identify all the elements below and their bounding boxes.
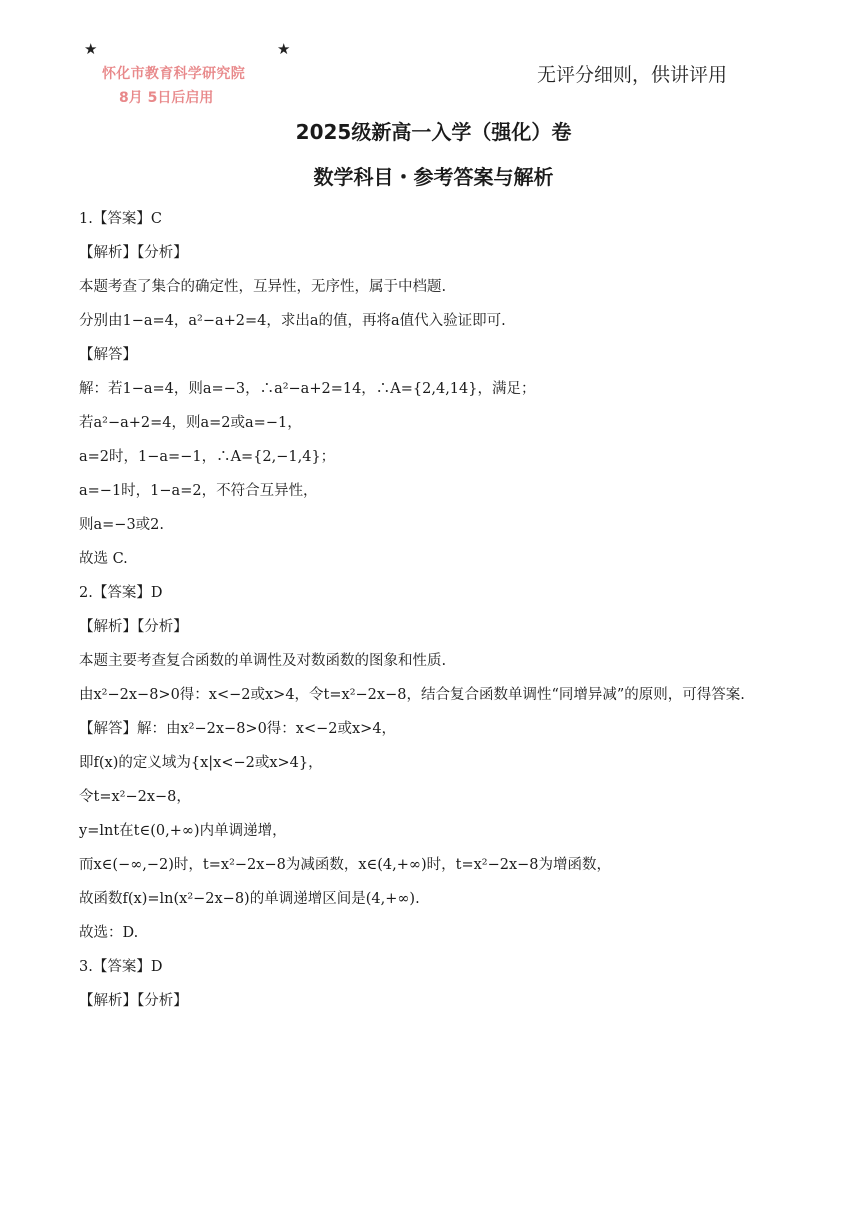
page-subtitle: 数学科目・参考答案与解析 [313,165,554,189]
text-line: 本题考查了集合的确定性，互异性，无序性，属于中档题. [79,279,447,295]
text-line: 解：若1−a=4，则a=−3，∴a²−a+2=14，∴A={2,4,14}，满足； [79,381,536,397]
text-line: 2.【答案】D [79,585,163,601]
text-line: 【解析】【分析】 [79,619,188,635]
text-line: 故函数f(x)=ln(x²−2x−8)的单调递增区间是(4,+∞). [79,891,420,907]
text-line: y=lnt在t∈(0,+∞)内单调递增， [79,823,287,839]
text-line: 由x²−2x−8>0得：x<−2或x>4，令t=x²−2x−8，结合复合函数单调性“同增异减”的原则，可得答案. [79,687,745,703]
text-line: 而x∈(−∞,−2)时，t=x²−2x−8为减函数，x∈(4,+∞)时，t=x²−2x−8为增函数， [79,857,612,873]
text-line: 即f(x)的定义域为{x|x<−2或x>4}， [79,755,323,771]
page-title: 2025级新高一入学（强化）卷 [295,120,572,144]
text-line: 本题主要考查复合函数的单调性及对数函数的图象和性质. [79,653,447,669]
text-line: 则a=−3或2. [79,517,165,533]
text-line: 3.【答案】D [79,959,163,975]
text-line: 分别由1−a=4，a²−a+2=4，求出a的值，再将a值代入验证即可. [79,313,506,329]
text-line: 故选 C. [79,551,128,567]
stamp-line-2: 8月 5日后启用 [119,90,214,106]
text-line: a=2时，1−a=−1，∴A={2,−1,4}； [79,449,336,465]
text-line: 【解析】【分析】 [79,993,188,1009]
text-line: 令t=x²−2x−8， [79,789,191,805]
header-note: 无评分细则，供讲评用 [537,64,728,86]
text-line: 【解析】【分析】 [79,245,188,261]
text-line: 【解答】 [79,347,137,363]
text-line: 若a²−a+2=4，则a=2或a=−1， [79,415,302,431]
star-left-icon: ★ [84,40,98,58]
text-line: a=−1时，1−a=2，不符合互异性， [79,483,318,499]
text-line: 【解答】解：由x²−2x−8>0得：x<−2或x>4， [79,721,397,737]
answer-content [79,202,799,1018]
text-line: 1.【答案】C [79,211,162,227]
text-line: 故选：D. [79,925,139,941]
star-right-icon: ★ [277,40,291,58]
stamp-line-1: 怀化市教育科学研究院 [102,66,245,82]
